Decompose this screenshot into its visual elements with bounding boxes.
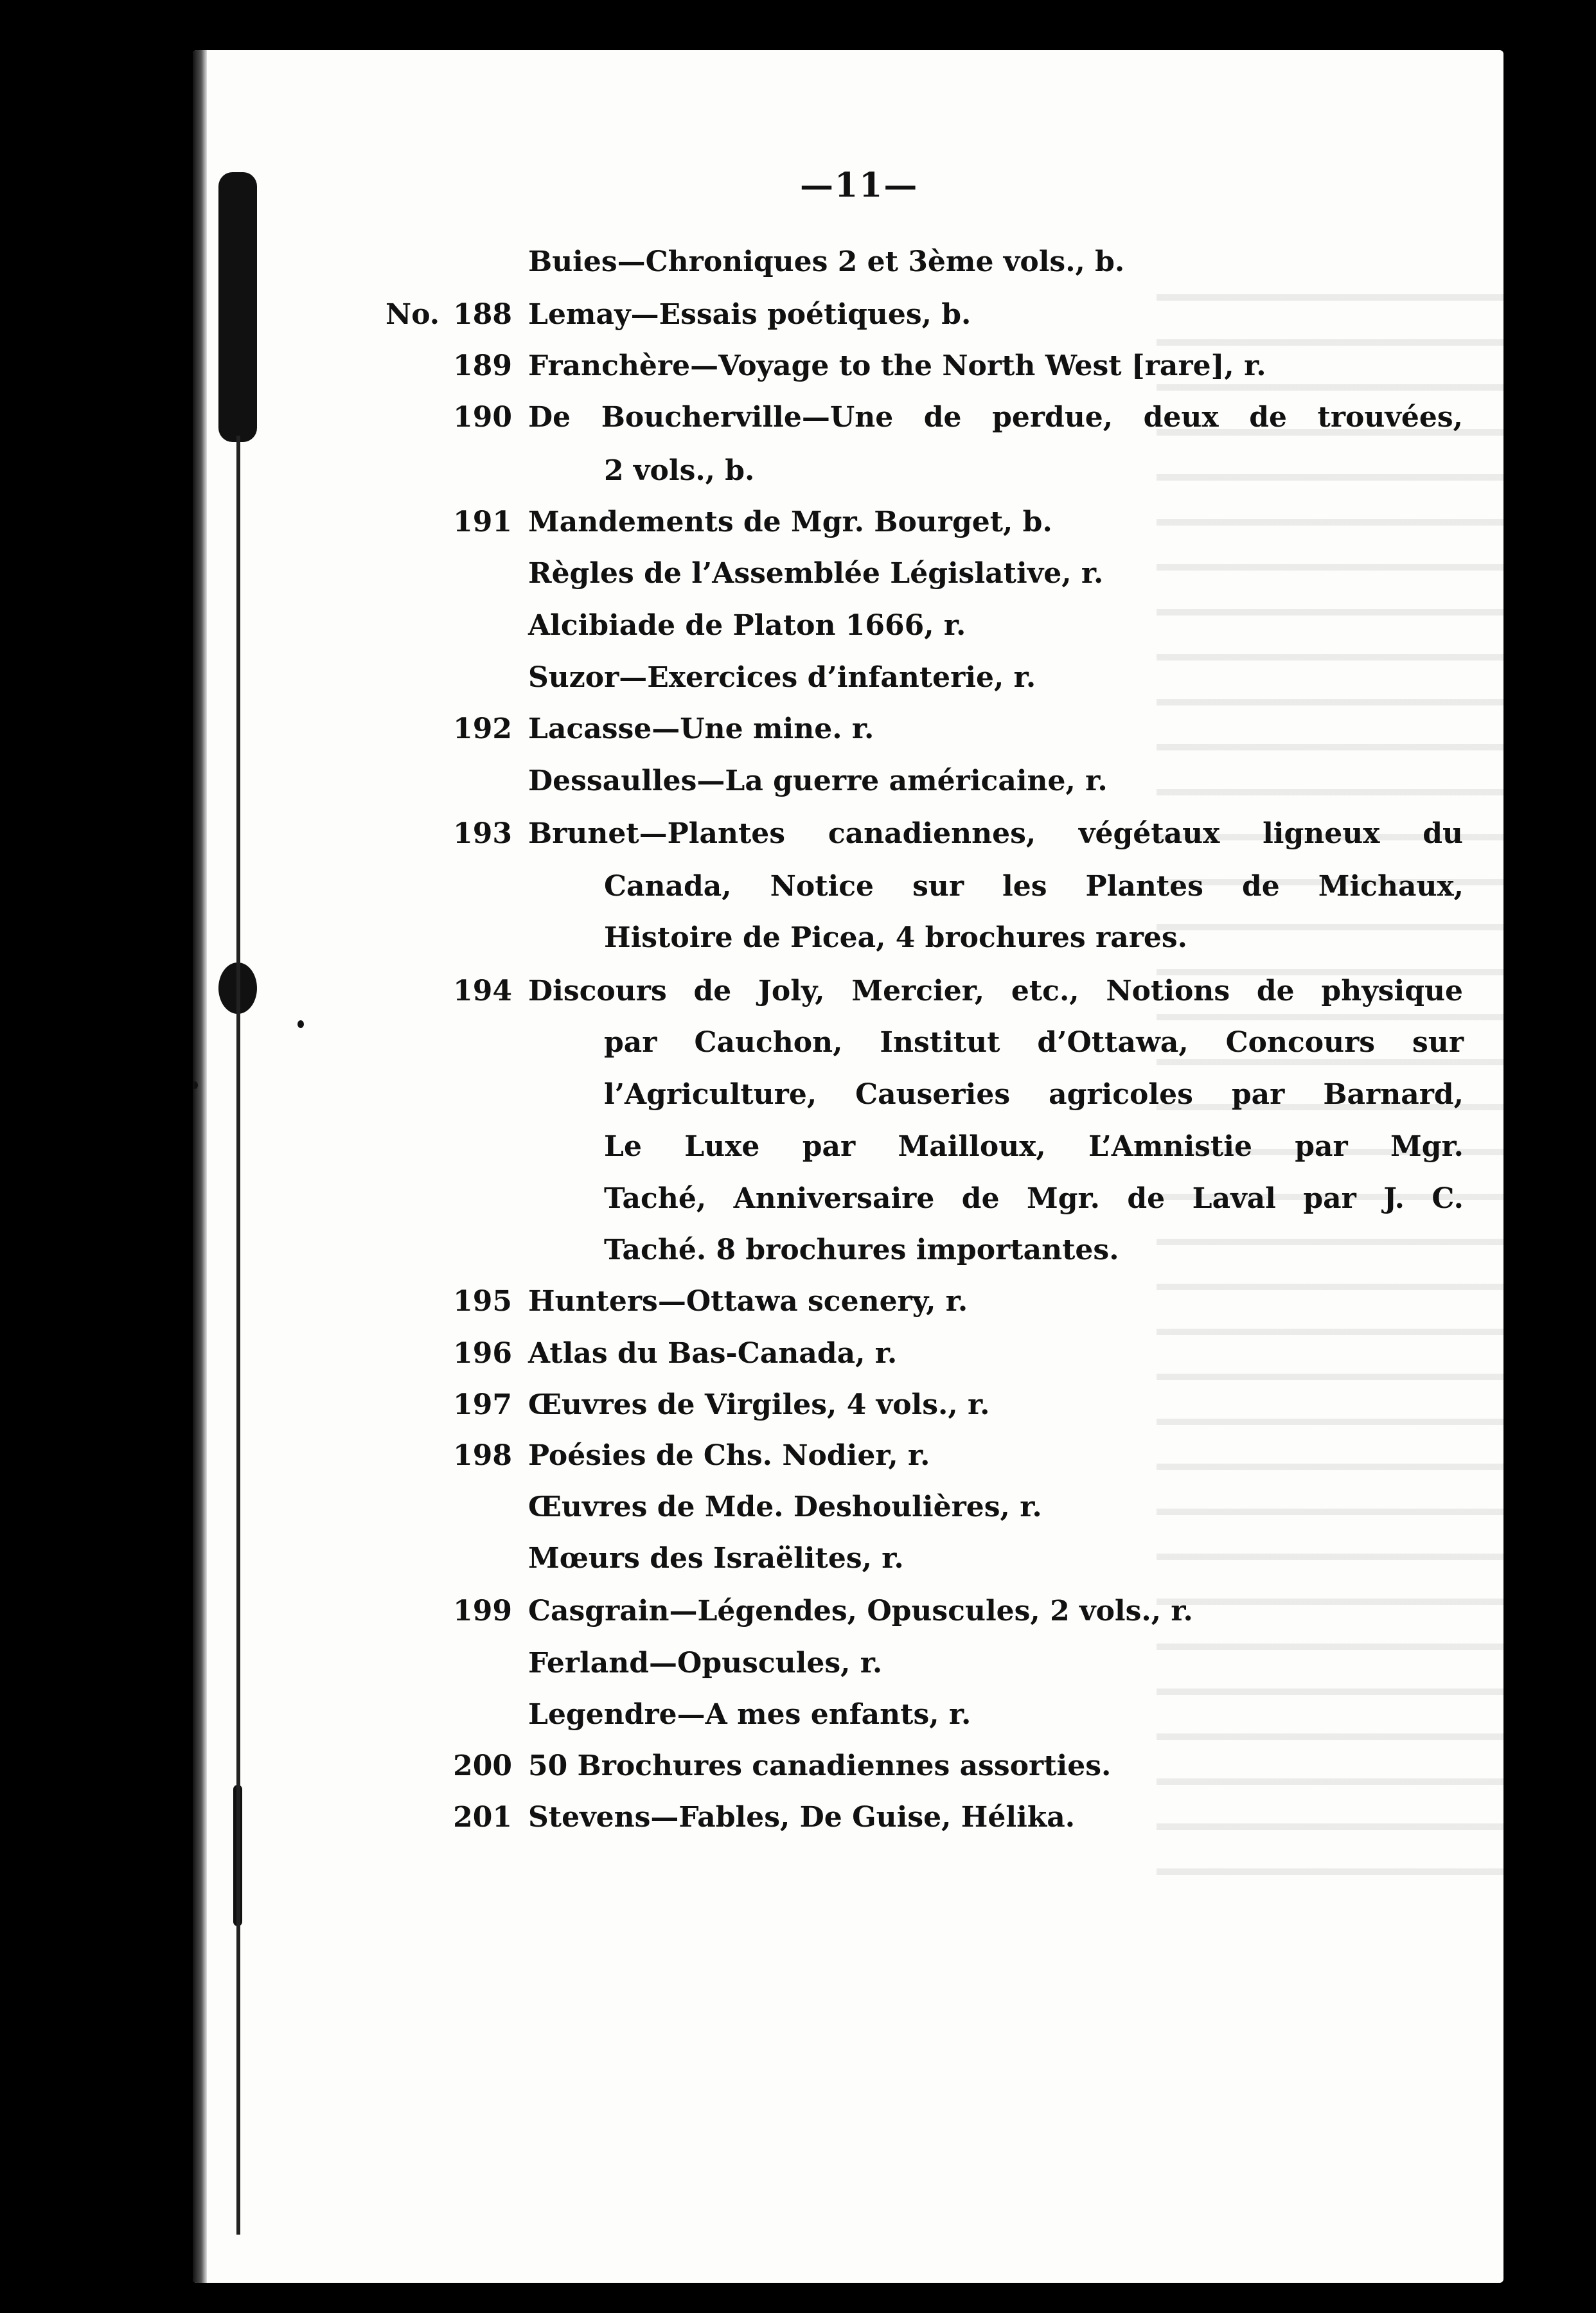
entry-text: Règles de l’Assemblée Législative, r. — [528, 557, 1104, 590]
entry-text: Mœurs des Israëlites, r. — [528, 1542, 904, 1575]
catalogue-entry — [193, 1076, 1503, 1114]
entry-text: Hunters—Ottawa scenery, r. — [528, 1285, 968, 1318]
entry-text: Lemay—Essais poétiques, b. — [528, 298, 971, 331]
entry-number: 199 — [453, 1595, 512, 1627]
entry-text: Stevens—Fables, De Guise, Hélika. — [528, 1801, 1076, 1834]
entry-text: l’Agriculture, Causeries agricoles par Barnard, — [604, 1078, 1464, 1111]
entry-text: Taché. 8 brochures importantes. — [604, 1234, 1119, 1266]
catalogue-entry — [193, 1386, 1503, 1424]
entry-text: Buies—Chroniques 2 et 3ème vols., b. — [528, 245, 1125, 278]
catalogue-entry — [193, 1180, 1503, 1218]
catalogue-entry — [193, 1231, 1503, 1270]
entry-text: Ferland—Opuscules, r. — [528, 1647, 883, 1679]
catalogue-entry — [193, 1282, 1503, 1321]
entry-prefix: No. — [386, 298, 440, 331]
entry-number: 201 — [453, 1801, 512, 1834]
catalogue-entry — [193, 296, 1503, 334]
entry-number: 197 — [453, 1388, 512, 1421]
entry-number: 195 — [453, 1285, 512, 1318]
catalogue-entry — [193, 1488, 1503, 1527]
entry-text: Mandements de Mgr. Bourget, b. — [528, 506, 1052, 538]
catalogue-entry — [193, 972, 1503, 1011]
entry-number: 198 — [453, 1439, 512, 1472]
entry-text: par Cauchon, Institut d’Ottawa, Concours sur — [604, 1026, 1464, 1059]
entry-text: Franchère—Voyage to the North West [rare], r. — [528, 350, 1266, 382]
entry-text: Suzor—Exercices d’infanterie, r. — [528, 661, 1036, 694]
entry-text: Brunet—Plantes canadiennes, végétaux ligneux du — [528, 817, 1463, 850]
catalogue-entry — [193, 762, 1503, 801]
catalogue-entries — [193, 50, 1503, 2283]
entry-text: De Boucherville—Une de perdue, deux de trouvées, — [528, 401, 1463, 434]
entry-text: Œuvres de Virgiles, 4 vols., r. — [528, 1388, 990, 1421]
catalogue-entry — [193, 1747, 1503, 1786]
entry-text: Dessaulles—La guerre américaine, r. — [528, 765, 1108, 797]
catalogue-entry — [193, 503, 1503, 542]
catalogue-page — [193, 50, 1503, 2283]
entry-text: Legendre—A mes enfants, r. — [528, 1698, 971, 1731]
entry-number: 190 — [453, 401, 512, 434]
catalogue-entry — [193, 554, 1503, 593]
catalogue-entry — [193, 1644, 1503, 1683]
entry-number: 200 — [453, 1750, 512, 1782]
entry-text: Poésies de Chs. Nodier, r. — [528, 1439, 930, 1472]
catalogue-entry — [193, 919, 1503, 957]
catalogue-entry — [193, 1696, 1503, 1734]
catalogue-entry — [193, 607, 1503, 645]
entry-text: 50 Brochures canadiennes assorties. — [528, 1750, 1112, 1782]
catalogue-entry — [193, 659, 1503, 697]
catalogue-entry — [193, 452, 1503, 490]
entry-text: 2 vols., b. — [604, 454, 755, 487]
catalogue-entry — [193, 815, 1503, 853]
catalogue-entry — [193, 1798, 1503, 1837]
entry-text: Lacasse—Une mine. r. — [528, 713, 874, 745]
catalogue-entry — [193, 1592, 1503, 1631]
entry-text: Atlas du Bas-Canada, r. — [528, 1337, 898, 1370]
catalogue-entry — [193, 398, 1503, 437]
entry-text: Casgrain—Légendes, Opuscules, 2 vols., r. — [528, 1595, 1193, 1627]
catalogue-entry — [193, 710, 1503, 749]
entry-number: 194 — [453, 975, 512, 1007]
catalogue-entry — [193, 1539, 1503, 1578]
catalogue-entry — [193, 1024, 1503, 1062]
catalogue-entry — [193, 1128, 1503, 1166]
catalogue-entry — [193, 243, 1503, 281]
entry-number: 192 — [453, 713, 512, 745]
catalogue-entry — [193, 867, 1503, 906]
entry-text: Canada, Notice sur les Plantes de Michaux, — [604, 870, 1464, 903]
entry-text: Œuvres de Mde. Deshoulières, r. — [528, 1491, 1042, 1523]
catalogue-entry — [193, 1334, 1503, 1373]
catalogue-entry — [193, 347, 1503, 386]
entry-number: 188 — [453, 298, 512, 331]
entry-text: Taché, Anniversaire de Mgr. de Laval par J. C. — [604, 1182, 1464, 1215]
entry-text: Histoire de Picea, 4 brochures rares. — [604, 921, 1187, 954]
entry-text: Alcibiade de Platon 1666, r. — [528, 609, 966, 642]
entry-number: 191 — [453, 506, 512, 538]
entry-number: 196 — [453, 1337, 512, 1370]
entry-number: 189 — [453, 350, 512, 382]
catalogue-entry — [193, 1437, 1503, 1475]
entry-text: Discours de Joly, Mercier, etc., Notions de physique — [528, 975, 1463, 1007]
page-number: —11— — [800, 166, 919, 205]
entry-number: 193 — [453, 817, 512, 850]
entry-text: Le Luxe par Mailloux, L’Amnistie par Mgr. — [604, 1130, 1464, 1163]
